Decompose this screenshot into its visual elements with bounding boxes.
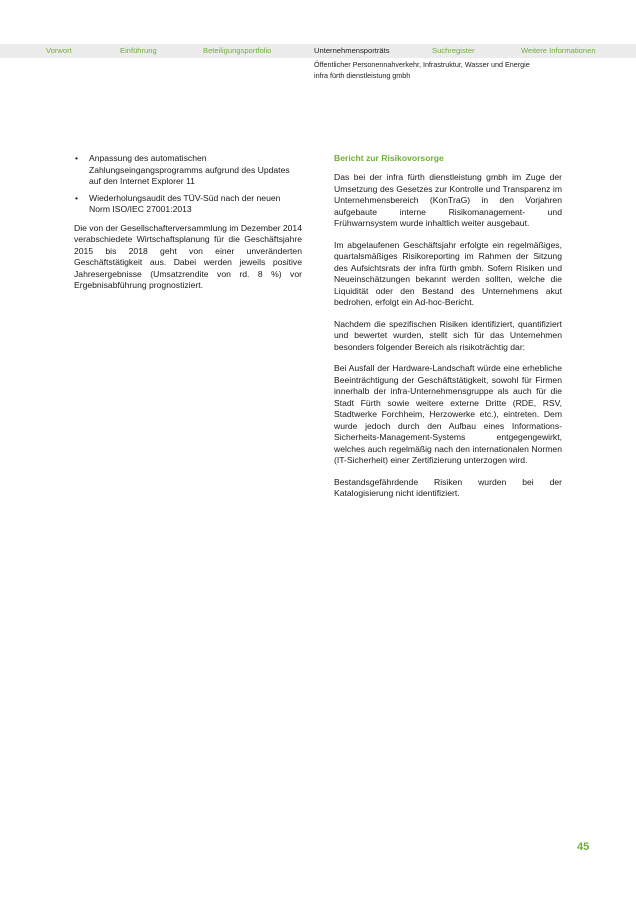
body-paragraph: Nachdem die spezifischen Risiken identifiziert, quantifiziert und bewertet wurden, stellt sich für das Unternehmen besonders folgender Bereich als risikoträchtig dar: <box>334 318 562 352</box>
sub-nav-category[interactable]: Öffentlicher Personennahverkehr, Infrastruktur, Wasser und Energie <box>314 60 530 69</box>
body-paragraph: Bestandsgefährdende Risiken wurden bei der Katalogisierung nicht identifiziert. <box>334 476 562 498</box>
bullet-list <box>74 153 302 216</box>
bullet-text: Anpassung des automatischen Zahlungseingangsprogramms aufgrund des Updates auf den Internet Explorer 11 <box>89 153 290 186</box>
nav-link-einfuehrung[interactable]: Einführung <box>120 46 157 55</box>
body-paragraph: Im abgelaufenen Geschäftsjahr erfolgte ein regelmäßiges, quartalsmäßiges Risikoreporting im Rahmen der Sitzung des Aufsichtsrats der infra fürth gmbh. Sofern Risiken und Neueinschätzungen bekannt werden sollten, welche die Liquidität oder den Bestand des Unternehmens akut bedrohen, erfolgt ein Ad-hoc-Bericht. <box>334 239 562 307</box>
nav-link-vorwort[interactable]: Vorwort <box>46 46 72 55</box>
sub-nav-company[interactable]: infra fürth dienstleistung gmbh <box>314 71 411 80</box>
nav-link-weitere-informationen[interactable]: Weitere Informationen <box>521 46 596 55</box>
body-paragraph: Bei Ausfall der Hardware-Landschaft würde eine erhebliche Beeinträchtigung der Geschäftstätigkeit, sowohl für Firmen innerhalb der infra-Unternehmensgruppe als auch für die Stadt Fürth sowie weitere externe Dritte (RDE, RSV, Stadtwerke Forchheim, Herzowerke etc.), eintreten. Dem wurde jedoch durch den Aufbau eines Informations-Sicherheits-Management-Systems entgegengewirkt, welches auch regelmäßig nach den internationalen Normen (IT-Sicherheit) einer Zertifizierung unterzogen wird. <box>334 363 562 465</box>
page-number: 45 <box>577 841 590 853</box>
list-item <box>74 153 302 188</box>
bullet-icon: • <box>75 153 79 163</box>
list-item <box>74 193 302 216</box>
body-paragraph: Die von der Gesellschafterversammlung im Dezember 2014 verabschiedete Wirtschaftsplanung für die Geschäftsjahre 2015 bis 2018 geht von einer unveränderten Geschäftstätigkeit aus. Dabei werden jeweils positive Jahresergebnisse (Umsatzrendite von rd. 8 %) vor Ergebnisabführung prognostiziert. <box>74 222 302 290</box>
bullet-text: Wiederholungsaudit des TÜV-Süd nach der neuen Norm ISO/IEC 27001:2013 <box>89 192 281 214</box>
left-column <box>74 153 302 302</box>
body-paragraph: Das bei der infra fürth dienstleistung gmbh im Zuge der Umsetzung des Gesetzes zur Kontrolle und Transparenz im Unternehmensbereich (KonTraG) in den Vorjahren aufgebaute interne Risikomanagement- und Frühwarnsystem wurde inhaltlich weiter ausgebaut. <box>334 172 562 228</box>
top-navigation-bar <box>0 44 636 58</box>
section-heading: Bericht zur Risikovorsorge <box>334 153 444 163</box>
nav-link-suchregister[interactable]: Suchregister <box>432 46 475 55</box>
nav-link-unternehmensportraets[interactable]: Unternehmensporträts <box>314 46 390 55</box>
bullet-icon: • <box>75 192 79 203</box>
nav-link-beteiligungsportfolio[interactable]: Beteiligungsportfolio <box>203 46 272 55</box>
right-column <box>334 153 562 510</box>
